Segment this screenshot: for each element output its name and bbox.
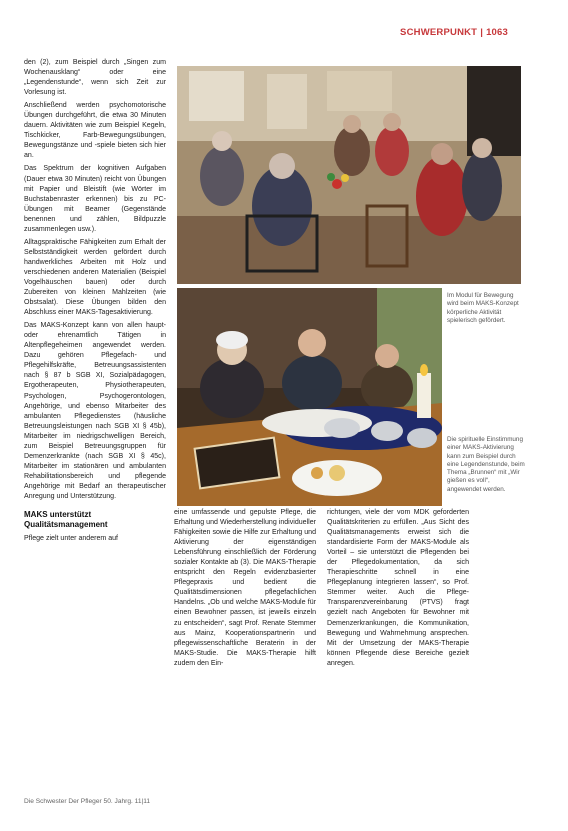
page-footer: Die Schwester Der Pfleger 50. Jahrg. 11|11 <box>24 798 151 805</box>
paragraph: Anschließend werden psychomotorische Übungen durchgeführt, die etwa 30 Minuten dauern. Aktivitäten wie zum Beispiel Kegeln, Tischkicker, Farb-Bewegungsübungen, Bewegungstänze und -spiele bieten sich hier an. <box>24 102 166 160</box>
photo-group-exercise <box>177 66 521 284</box>
text-column-2 <box>174 508 316 672</box>
paragraph: den (2), zum Beispiel durch „Singen zum Wochenausklang“ oder eine „Legendenstunde“, wenn sich Zeit zur Vorlesung ist. <box>24 59 166 97</box>
paragraph: Das Spektrum der kognitiven Aufgaben (Dauer etwa 30 Minuten) reicht von Übungen mit Papier und Bleistift (wie Wörter im Buchstabenraster erkennen) bis zu PC-Übungen mit Beamer (Gegenstände benennen und zählen, Bildpuzzle zusammenlegen usw.). <box>24 165 166 233</box>
photo-spiritual-table <box>177 288 442 506</box>
page-header <box>400 27 508 38</box>
page-number: 1063 <box>486 27 508 38</box>
paragraph: Das MAKS-Konzept kann von allen haupt- oder ehrenamtlich Tätigen in Altenpflegeheimen angewendet werden. Dazu gehören Pflegefach- und Pflegehilfskräfte, Betreuungsassistenten nach § 87 b SGB XI, Sozialpädagogen, Ergotherapeuten, Physiotherapeuten, Psychologen, Psychogerontologen, Angehörige, und ebenso Mitarbeiter des ambulanten Pflegedienstes (häusliche Betreuungsleistungen nach SGB XI § 45b), Mitarbeiter im niedrigschwelligen Bereich, zum Beispiel Betreuungsgruppen für Demenzerkrankte (nach SGB XI § 45c), Mitarbeiter im stationären und ambulanten Rehabilitationsbereich und pflegende Angehörige mit Bedarf an therapeutischer Anregung und Unterstützung. <box>24 322 166 500</box>
section-title: SCHWERPUNKT <box>400 27 478 38</box>
paragraph: eine umfassende und gepulste Pflege, die Erhaltung und Wiederherstellung individueller Fähigkeiten sowie die Hilfe zur Erhaltung und Aktivierung der eigenständigen Lebensführung einschließlich der Förderung sozialer Kontakte ab (3). Die MAKS-Therapie entspricht den Regeln evidenzbasierter Pflegepraxis und bedient die Qualitätsdimensionen pflegefachlichen Handelns. „Ob und welche MAKS-Module für einen Bewohner passen, ist jeweils einzeln zu entscheiden“, sagt Prof. Renate Stemmer aus Mainz, Kooperationspartnerin und pflegewissenschaftliche Beraterin in der MAKS-Studie. Die MAKS-Therapie hilft zudem den Ein- <box>174 509 316 667</box>
paragraph: Alltagspraktische Fähigkeiten zum Erhalt der Selbstständigkeit werden gefördert durch handwerkliches Arbeiten mit Holz und verschiedenen anderen Materialien (Beispiel Vogelhäuschen bauen) oder durch Zubereiten von kleinen Mahlzeiten (wie Obstsalat). Diese Übungen bilden den Abschluss einer MAKS-Tagesaktivierung. <box>24 238 166 317</box>
text-column-3 <box>327 508 469 672</box>
photo-group-exercise-image <box>177 66 521 284</box>
photo-caption-2: Die spirituelle Einstimmung einer MAKS-Aktivierung kann zum Beispiel durch eine Legendenstunde, beim Thema „Brunnen“ mit „Wir gießen es voll“, angewendet werden. <box>447 436 525 493</box>
section-subheading: MAKS unterstützt <box>24 510 92 520</box>
header-separator: | <box>480 27 484 38</box>
section-subheading-2: Qualitätsmanagement <box>24 520 108 530</box>
photo-caption-1: Im Modul für Bewegung wird beim MAKS-Konzept körperliche Aktivität spielerisch gefördert. <box>447 292 519 324</box>
paragraph: Pflege zielt unter anderem auf <box>24 535 119 543</box>
photo-spiritual-table-image <box>177 288 442 506</box>
paragraph: richtungen, viele der vom MDK geforderten Qualitätskriterien zu erfüllen. „Aus Sicht des Qualitätsmanagements erweist sich die standardisierte Form der MAKS-Module als Vorteil – sie unterstützt die Pflegenden bei der Pflegedokumentation, da sich Therapieschritte schnell in eine Pflegeplanung integrieren lassen“, so Prof. Stemmer weiter. Auch die Pflege-Transparenzvereinbarung (PTVS) fragt gezielt nach Angeboten für Bewohner mit Demenzerkrankungen, die Kommunikation, Bewegung und Wahrnehmung ansprechen. Mit der Umsetzung der MAKS-Therapie können Pflegende diese Bereiche gezielt anregen. <box>327 509 469 667</box>
text-column-1 <box>24 58 166 547</box>
